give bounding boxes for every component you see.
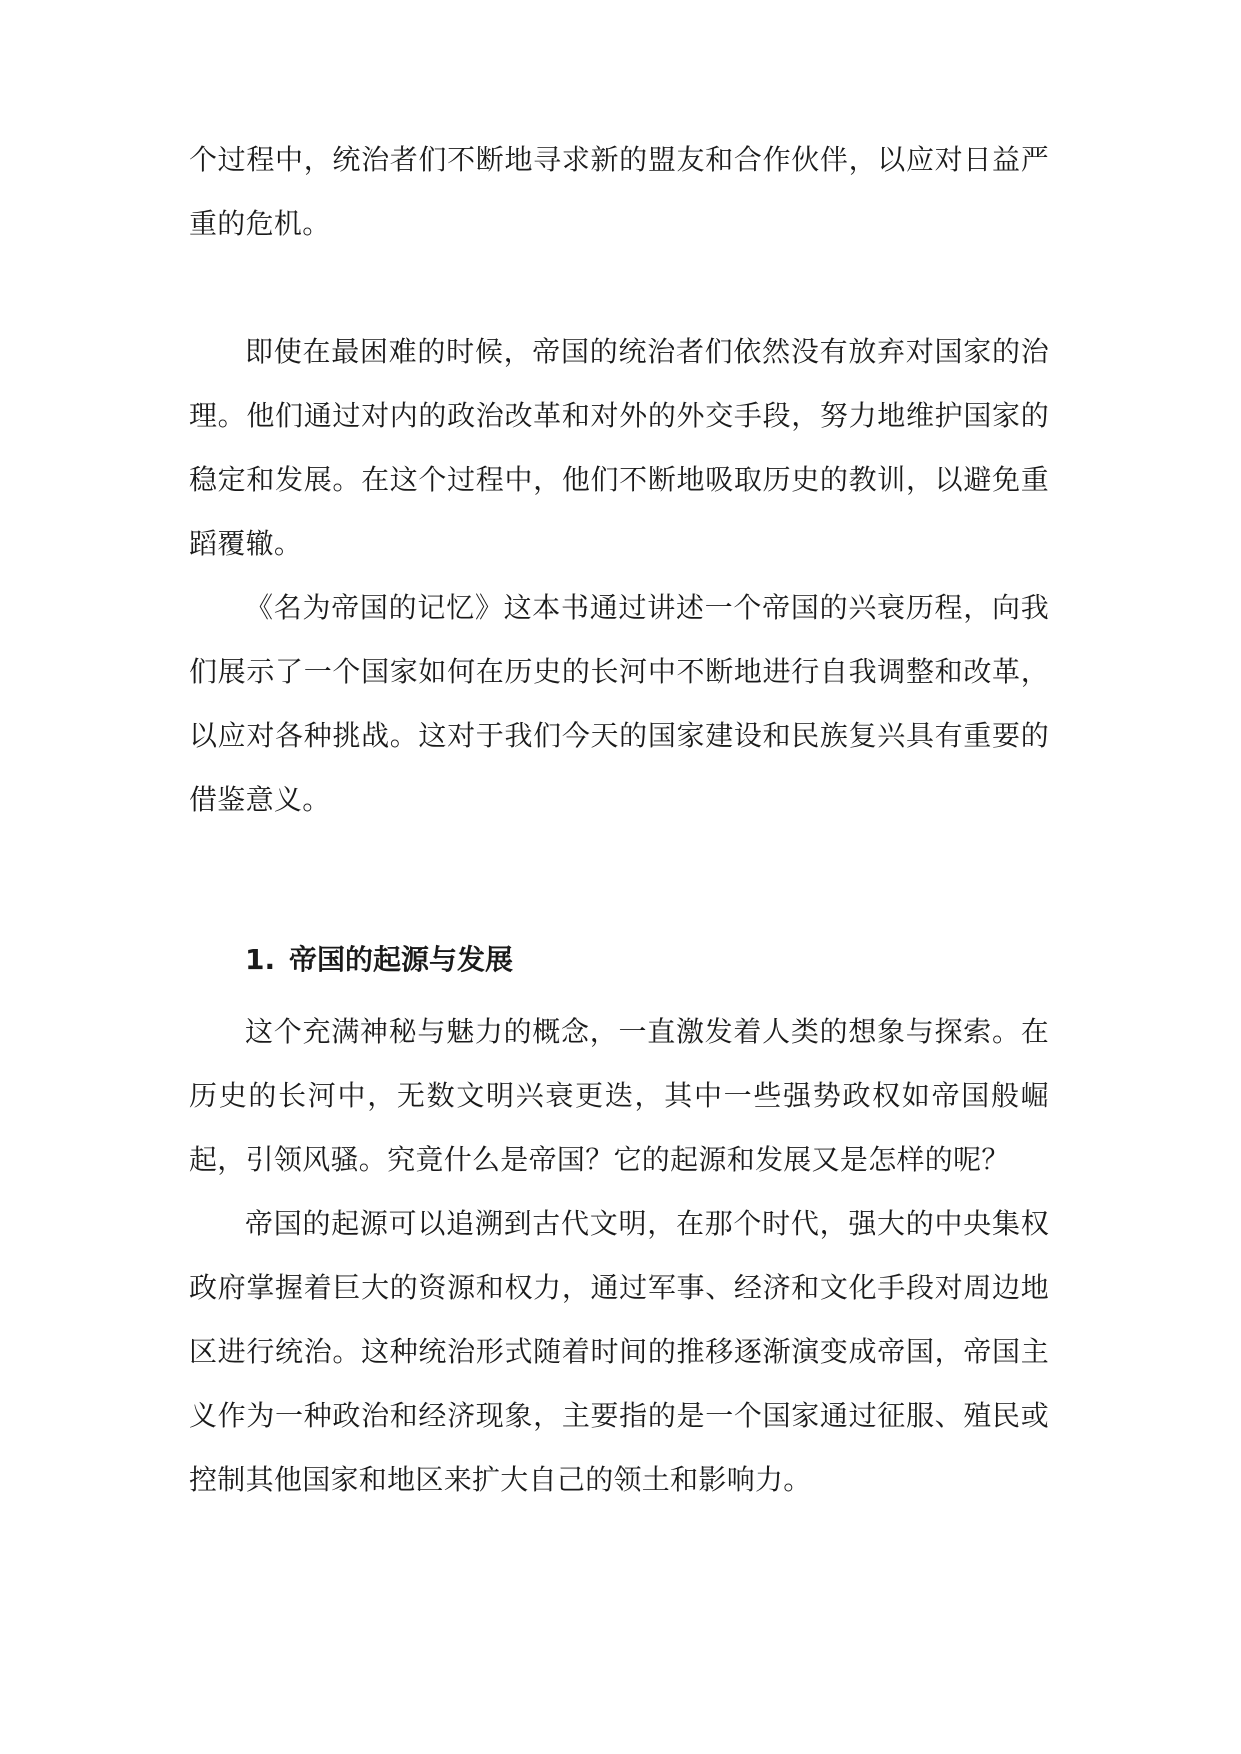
paragraph-continuation: 个过程中，统治者们不断地寻求新的盟友和合作伙伴，以应对日益严重的危机。 [189,143,1049,240]
paragraph-empire-concept: 这个充满神秘与魅力的概念，一直激发着人类的想象与探索。在历史的长河中，无数文明兴衰更迭，其中一些强势政权如帝国般崛起，引领风骚。究竟什么是帝国？它的起源和发展又是怎样的呢？ [189,1015,1049,1176]
section-number: 1. [245,943,276,976]
paragraph-rulers-governance: 即使在最困难的时候，帝国的统治者们依然没有放弃对国家的治理。他们通过对内的政治改革和对外的外交手段，努力地维护国家的稳定和发展。在这个过程中，他们不断地吸取历史的教训，以避免重蹈覆辙。 [189,335,1049,560]
paragraph-book-summary: 《名为帝国的记忆》这本书通过讲述一个帝国的兴衰历程，向我们展示了一个国家如何在历史的长河中不断地进行自我调整和改革，以应对各种挑战。这对于我们今天的国家建设和民族复兴具有重要的借鉴意义。 [189,591,1049,816]
paragraph-empire-origin: 帝国的起源可以追溯到古代文明，在那个时代，强大的中央集权政府掌握着巨大的资源和权力，通过军事、经济和文化手段对周边地区进行统治。这种统治形式随着时间的推移逐渐演变成帝国，帝国主义作为一种政治和经济现象，主要指的是一个国家通过征服、殖民或控制其他国家和地区来扩大自己的领土和影响力。 [189,1207,1049,1496]
section-title: 帝国的起源与发展 [289,943,514,976]
section-heading [245,928,513,992]
